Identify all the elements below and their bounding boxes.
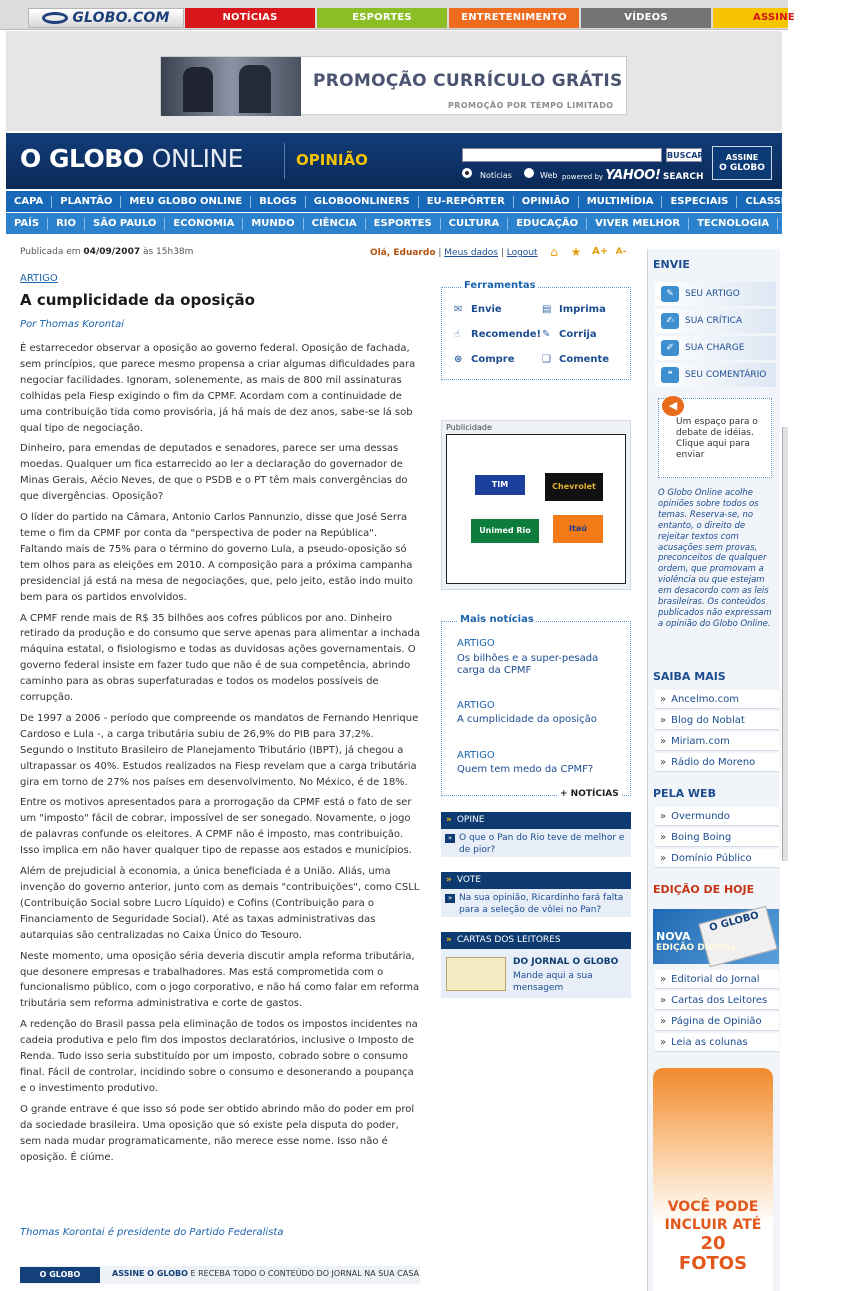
section-title: OPINIÃO	[296, 151, 368, 169]
itau-logo: Itaú	[553, 515, 603, 543]
nav-economia[interactable]: ECONOMIA	[165, 218, 243, 230]
cart-icon: ⊛	[454, 354, 463, 365]
news-link[interactable]: Quem tem medo da CPMF?	[457, 764, 594, 775]
chat-icon: ✍	[661, 313, 679, 329]
nav-capa[interactable]: CAPA	[6, 196, 52, 208]
radio-web[interactable]	[524, 168, 534, 178]
nav-classificados-zap[interactable]: CLASSIFICADOS ZAP	[745, 195, 860, 207]
envelope-icon: ✉	[454, 304, 463, 315]
news-kicker: ARTIGO	[457, 638, 495, 649]
megaphone-icon: ◀	[662, 396, 684, 416]
oglobo-online-logo[interactable]: O GLOBO ONLINE	[20, 144, 243, 173]
nav-esportes[interactable]: ESPORTES	[366, 218, 441, 230]
espaco-debate-link[interactable]: Um espaço para o debate de idéias. Clique aqui para enviar	[658, 398, 772, 478]
article-paragraph: É estarrecedor observar a oposição ao governo federal. Oposição de fachada, sem princípios, que parece mesmo propensa a criar algumas dificuldades para negociar facilidades. Ignoram, solenemente, as mais de 800 mil assinaturas colhidas pela Fiesp exigindo o fim da CPMF. Acordam com a continuidade de uma contribuição tida como provisória, já há mais de dez anos, sabe-se lá sob qual tipo de negociação.	[20, 343, 416, 434]
article-body	[20, 341, 420, 1170]
pela-web-title: PELA WEB	[653, 787, 716, 800]
tool-comente[interactable]: ❑ Comente	[542, 354, 610, 365]
more-news-title: Mais notícias	[460, 614, 534, 625]
nav-blogs[interactable]: BLOGS	[251, 196, 306, 208]
nav-plantao[interactable]: PLANTÃO	[52, 196, 121, 208]
cartas-box[interactable]	[441, 949, 631, 998]
top-portal-bar	[0, 0, 795, 30]
author-note: Thomas Korontai é presidente do Partido Federalista	[20, 1227, 284, 1238]
tools-title: Ferramentas	[464, 280, 536, 291]
saiba-link[interactable]: » Miriam.com	[655, 732, 779, 751]
tim-logo: TIM	[475, 475, 525, 495]
nav-viagem[interactable]: VIAGEM	[786, 217, 831, 229]
article-paragraph: Neste momento, uma oposição séria deveria discutir ampla reforma tributária, que desonere empresas e trabalhadores. Mas está comprometida com o funcionalismo público, com o jogo corporativo, e não há como falar em reforma tributária sem reforma administrativa e corte de gastos.	[20, 950, 420, 1010]
ad-label: Publicidade	[446, 423, 492, 432]
radio-web-label: Web	[540, 171, 558, 180]
logout-link[interactable]: Logout	[506, 248, 538, 258]
nav-opiniao[interactable]: OPINIÃO	[514, 196, 579, 208]
vote-box[interactable]	[441, 889, 631, 917]
edicao-link[interactable]: » Editorial do Jornal	[655, 970, 779, 989]
cartas-heading: DO JORNAL O GLOBO	[513, 957, 619, 967]
fotos-promo-ad[interactable]: VOCÊ PODE INCLUIR ATÉ 20 FOTOS	[653, 1068, 773, 1291]
more-news-box	[441, 614, 631, 796]
article-paragraph: Dinheiro, para emendas de deputados e senadores, parece ser uma dessas moedas. Qualquer um fica estarrecido ao ler a declaração do governador de Minas Gerais, Aécio Neves, de que o PSDB e o PT têm mais convergências do que divergências. Oposição?	[20, 443, 408, 503]
web-link[interactable]: » Boing Boing	[655, 828, 779, 847]
article-kicker[interactable]: ARTIGO	[20, 273, 58, 284]
tool-imprima[interactable]: ▤ Imprima	[542, 304, 606, 315]
tool-recomende[interactable]: ☝ Recomende!	[454, 329, 542, 340]
brush-icon: ✐	[661, 340, 679, 356]
envie-artigo[interactable]: ✎ SEU ARTIGO	[655, 282, 776, 306]
chevrolet-logo: Chevrolet	[545, 473, 603, 501]
nav-viver-melhor[interactable]: VIVER MELHOR	[587, 218, 689, 230]
article-title: A cumplicidade da oposição	[20, 291, 255, 309]
nav-globoonliners[interactable]: GLOBOONLINERS	[306, 196, 419, 208]
banner-people-image	[161, 57, 301, 116]
font-decrease-icon[interactable]: A-	[615, 247, 627, 257]
article-paragraph: A CPMF rende mais de R$ 35 bilhões aos cofres públicos por ano. Dinheiro retirado da produção e do consumo que serve apenas para alimentar a inchada máquina estatal, o fisiologismo e todas as duvidosas ações governamentais. O governo federal insiste em fazer tudo que não é de sua competência, abrindo caminho para as obras superfaturadas e todos os modelos possíveis de corrupção.	[20, 612, 420, 704]
nav-educacao[interactable]: EDUCAÇÃO	[508, 218, 587, 230]
nav-especiais[interactable]: ESPECIAIS	[662, 196, 737, 208]
nav-eu-reporter[interactable]: EU-REPÓRTER	[419, 196, 514, 208]
edicao-digital-banner[interactable]: O GLOBO NOVA EDIÇÃO DIGITAL	[653, 909, 779, 964]
nav-rio[interactable]: RIO	[48, 218, 85, 230]
article-paragraph: O grande entrave é que isso só pode ser obtido abrindo mão do poder em prol da sociedade brasileira. Uma oposição que só existe pela disputa do poder, sem nada mudar programaticamente, não merece esse nome. Isso não é oposição. É ciúme.	[20, 1103, 415, 1163]
opine-header: » OPINE	[441, 812, 631, 829]
vote-header: » VOTE	[441, 872, 631, 889]
news-kicker: ARTIGO	[457, 750, 495, 761]
tool-corrija[interactable]: ✎ Corrija	[542, 329, 597, 340]
saiba-link[interactable]: » Rádio do Moreno	[655, 753, 779, 772]
envie-critica[interactable]: ✍ SUA CRÍTICA	[655, 309, 776, 333]
pencil-icon: ✎	[661, 286, 679, 302]
article-paragraph: Além de prejudicial à economia, a única beneficiada é a União. Aliás, uma invenção do governo anterior, junto com as demais "contribuições", como CSLL (Contribuição Social sobre Lucro Líquido) e Cofins (Contribuição para o Financiamento de Seguridade Social). Até as taxas administrativas das autarquias são centralizadas no Caixa Único do Tesouro.	[20, 866, 420, 941]
subscribe-bar[interactable]: O GLOBO ASSINE O GLOBO E RECEBA TODO O CONTEÚDO DO JORNAL NA SUA CASA	[20, 1266, 420, 1284]
search-input[interactable]	[462, 148, 662, 162]
comment-icon: ❑	[542, 354, 551, 365]
tab-noticias[interactable]: NOTÍCIAS	[185, 8, 315, 28]
banner-title: PROMOÇÃO CURRÍCULO GRÁTIS	[313, 71, 623, 91]
envelope-icon	[446, 957, 506, 991]
article-paragraph: O líder do partido na Câmara, Antonio Carlos Pannunzio, disse que José Serra teme o fim da CPMF por conta da "perspectiva de poder na República". Faltando mais de 75% para o término do governo Lula, a pseudo-oposição só tem olhos para as eleições em 2010. A composição para a próxima campanha presidencial já está na mesa de negociações, que, pelo jeito, estão indo muito bem para os partidos envolvidos.	[20, 512, 413, 603]
more-news-link[interactable]: + NOTÍCIAS	[560, 789, 619, 799]
cartas-text[interactable]: Mande aqui a sua mensagem	[513, 971, 593, 993]
edicao-link[interactable]: » Leia as colunas	[655, 1033, 779, 1052]
printer-icon: ▤	[542, 304, 552, 315]
unimed-logo: Unimed Rio	[471, 519, 539, 543]
tool-compre[interactable]: ⊛ Compre	[454, 354, 515, 365]
yahoo-search-logo: powered by YAHOO! SEARCH	[562, 168, 704, 183]
ad-box	[441, 420, 631, 590]
news-kicker: ARTIGO	[457, 700, 495, 711]
news-link[interactable]: A cumplicidade da oposição	[457, 714, 597, 725]
tab-assine[interactable]: ASSINE	[713, 8, 788, 28]
nav-pais[interactable]: PAÍS	[6, 218, 48, 230]
user-bar: Olá, Eduardo | Meus dados | Logout	[370, 248, 538, 258]
globo-com-logo[interactable]: GLOBO.COM	[28, 8, 184, 28]
tool-envie[interactable]: ✉ Envie	[454, 304, 502, 315]
edicao-link[interactable]: » Página de Opinião	[655, 1012, 779, 1031]
nav-cultura[interactable]: CULTURA	[441, 218, 509, 230]
main-nav	[6, 191, 860, 212]
banner-subtitle: PROMOÇÃO POR TEMPO LIMITADO	[448, 101, 614, 110]
envie-charge[interactable]: ✐ SUA CHARGE	[655, 336, 776, 360]
cartas-header: » CARTAS DOS LEITORES	[441, 932, 631, 949]
assine-oglobo-button[interactable]: ASSINE O GLOBO	[712, 146, 772, 180]
envie-title: ENVIE	[653, 258, 690, 271]
tools-box	[441, 280, 631, 380]
opine-box[interactable]	[441, 829, 631, 857]
globo-eye-icon	[42, 12, 68, 24]
edit-icon: ✎	[542, 329, 551, 340]
envie-comentario[interactable]: ❝ SEU COMENTÁRIO	[655, 363, 776, 387]
nav-tecnologia[interactable]: TECNOLOGIA	[689, 218, 778, 230]
nav-mundo[interactable]: MUNDO	[243, 218, 303, 230]
nav-sao-paulo[interactable]: SÃO PAULO	[85, 218, 165, 230]
web-link[interactable]: » Domínio Público	[655, 849, 779, 868]
disclaimer-text: O Globo Online acolhe opiniões sobre todos os temas. Reserva-se, no entanto, o direito de rejeitar textos com acusações sem provas, preconceitos de qualquer ordem, que promovam a violência ou que estejam em desacordo com as leis brasileiras. Os conteúdos publicados não expressam a opinião do Globo Online.	[658, 488, 772, 629]
search-button[interactable]: BUSCAR	[666, 148, 702, 162]
thumb-up-icon: ☝	[454, 329, 461, 340]
user-greeting[interactable]: Olá, Eduardo	[370, 248, 436, 258]
promo-banner[interactable]	[160, 56, 627, 115]
tab-entretenimento[interactable]: ENTRETENIMENTO	[449, 8, 579, 28]
arrow-icon: »	[445, 834, 455, 843]
article-byline: Por Thomas Korontai	[20, 319, 124, 330]
scrollbar[interactable]	[782, 427, 788, 861]
saiba-link[interactable]: » Ancelmo.com	[655, 690, 779, 709]
publish-meta: Publicada em 04/09/2007 às 15h38m	[20, 247, 194, 257]
article-paragraph: De 1997 a 2006 - período que compreende os mandatos de Fernando Henrique Cardoso e Lula -, a carga tributária subiu de 26,9% do PIB para 37,2%. Segundo o Instituto Brasileiro de Planejamento Tributário (IBPT), já chegou a ultrapassar os 40%. Estudos realizados na Fiesp revelam que a carga tributária gira em torno de 27% nos países em desenvolvimento. No México, é de 18%.	[20, 712, 419, 788]
tab-videos[interactable]: VÍDEOS	[581, 8, 711, 28]
header-divider	[284, 143, 285, 179]
saiba-mais-title: SAIBA MAIS	[653, 670, 726, 683]
ad-creative[interactable]	[446, 434, 626, 584]
edicao-de-hoje-title: EDIÇÃO DE HOJE	[653, 883, 755, 896]
home-icon[interactable]: ⌂	[550, 245, 558, 259]
edicao-link[interactable]: » Cartas dos Leitores	[655, 991, 779, 1010]
opine-question[interactable]: O que o Pan do Rio teve de melhor e de pior?	[459, 833, 625, 855]
nav-multimidia[interactable]: MULTIMÍDIA	[579, 196, 663, 208]
arrow-icon: »	[445, 894, 455, 903]
favorite-star-icon[interactable]: ★	[570, 245, 582, 259]
meus-dados-link[interactable]: Meus dados	[444, 248, 498, 258]
oglobo-small-logo: O GLOBO	[20, 1267, 100, 1283]
news-link[interactable]: Os bilhões e a super-pesada carga da CPMF	[457, 653, 599, 676]
nav-ciencia[interactable]: CIÊNCIA	[304, 218, 366, 230]
article-paragraph: Entre os motivos apresentados para a prorrogação da CPMF está o fato de ser um "imposto" fácil de cobrar, impossível de ser sonegado. Novamente, o jogo de palavras confunde os eleitores. A CPMF não é imposto, mas contribuição. Isso implica em não haver qualquer tipo de repasse aos estados e municípios.	[20, 797, 412, 857]
radio-noticias-label: Notícias	[480, 171, 512, 180]
radio-noticias[interactable]	[462, 168, 472, 178]
newspaper-image: O GLOBO	[698, 906, 777, 968]
web-link[interactable]: » Overmundo	[655, 807, 779, 826]
saiba-link[interactable]: » Blog do Noblat	[655, 711, 779, 730]
section-nav	[6, 213, 831, 234]
font-increase-icon[interactable]: A+	[592, 246, 609, 257]
vote-question[interactable]: Na sua opinião, Ricardinho fará falta para a seleção de vôlei no Pan?	[459, 893, 624, 915]
speech-icon: ❝	[661, 367, 679, 383]
nav-meu-globo-online[interactable]: MEU GLOBO ONLINE	[121, 196, 251, 208]
tab-esportes[interactable]: ESPORTES	[317, 8, 447, 28]
article-paragraph: A redenção do Brasil passa pela eliminação de todos os impostos incidentes na cadeia produtiva e pelo fim dos impostos declaratórios, inclusive o Imposto de Renda. Tudo isso seria substituído por um imposto, cobrado sobre o consumo final. Fácil de controlar, incidindo sobre o consumo e desonerando a poupança e o investimento produtivo.	[20, 1019, 418, 1094]
